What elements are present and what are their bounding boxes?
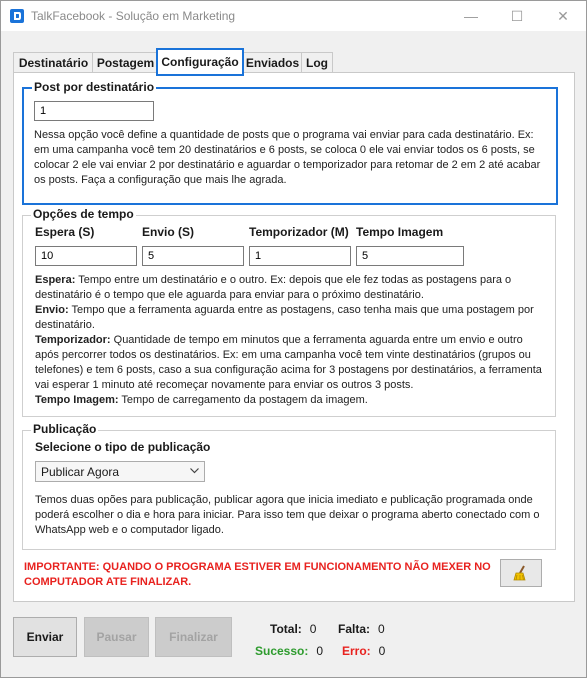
post-per-recipient-group: [22, 80, 558, 205]
help-envio: Envio: Tempo que a ferramenta aguarda entre as postagens, caso tenha mais que uma postagem por destinatário.: [35, 304, 534, 331]
tab-enviados[interactable]: Enviados: [242, 52, 303, 73]
publication-title: Publicação: [33, 422, 97, 436]
publication-description: Temos duas opões para publicação, publicar agora que inicia imediato e publicação programada onde poderá escolher o dia e hora para iniciar. Para isso tem que deixar o programa aberto conectado com o WhatsApp web e o computador ligado.: [35, 494, 540, 536]
publication-type-label: Selecione o tipo de publicação: [35, 440, 211, 454]
tab-log[interactable]: Log: [301, 52, 333, 73]
envio-input[interactable]: [142, 246, 244, 266]
espera-label: Espera (S): [35, 225, 95, 239]
close-button[interactable]: ✕: [557, 7, 569, 24]
total-stat: Total: 0: [270, 622, 317, 636]
clean-button[interactable]: [500, 559, 542, 587]
publication-type-value: Publicar Agora: [41, 465, 120, 479]
chevron-down-icon: [190, 468, 199, 474]
erro-stat: Erro: 0: [342, 644, 386, 658]
post-per-recipient-title: Post por destinatário: [34, 80, 155, 94]
sucesso-stat: Sucesso: 0: [255, 644, 324, 658]
temporizador-label: Temporizador (M): [249, 225, 349, 239]
espera-input[interactable]: [35, 246, 137, 266]
post-per-recipient-description: Nessa opção você define a quantidade de posts que o programa vai enviar para cada destinatário. Ex: em uma campanha você tem 20 destinatários e 6 posts, se coloca 0 ele vai enviar todos os 6 posts, se colocar 2 ele vai enviar 2 por destinatário e aguardar o temporizador para retomar de 2 em 2 até acabar os posts. Faça a configuração que mais lhe agrada.: [34, 129, 541, 186]
help-tempo-imagem: Tempo Imagem: Tempo de carregamento da postagem da imagem.: [35, 394, 368, 406]
tempo-imagem-label: Tempo Imagem: [356, 225, 444, 239]
send-button[interactable]: Enviar: [13, 617, 77, 657]
maximize-button[interactable]: ☐: [510, 7, 524, 24]
broom-icon: [512, 564, 530, 582]
post-per-recipient-input[interactable]: [34, 101, 154, 121]
configuration-panel: [13, 72, 575, 602]
pause-button[interactable]: Pausar: [84, 617, 149, 657]
envio-label: Envio (S): [142, 225, 195, 239]
falta-stat: Falta: 0: [338, 622, 385, 636]
falta-value: 0: [378, 622, 385, 636]
help-espera: Espera: Tempo entre um destinatário e o outro. Ex: depois que ele fez todas as postagens para o destinatário é o tempo que ele aguarda para enviar para o próximo destinatário.: [35, 274, 512, 301]
help-temporizador: Temporizador: Quantidade de tempo em minutos que a ferramenta aguarda entre um envio e outro após percorrer todos os destinatários. Ex: em uma campanha você tem vinte destinatários (grupos ou telefones) e tem 6 posts, caso a sua configuração acima for 3 postagens por destinatários, a ferramenta vai esperar 1 minuto até recomeçar novamente para enviar os outros 3 posts.: [35, 334, 542, 391]
publication-type-select[interactable]: [35, 461, 205, 482]
erro-value: 0: [378, 644, 386, 658]
tab-destinatario[interactable]: Destinatário: [13, 52, 94, 73]
total-value: 0: [309, 622, 317, 636]
temporizador-input[interactable]: [249, 246, 351, 266]
tab-configuracao[interactable]: Configuração: [156, 48, 244, 76]
publication-group: [22, 422, 556, 550]
time-options-title: Opções de tempo: [33, 207, 134, 221]
tab-postagem[interactable]: Postagem: [92, 52, 159, 73]
title-bar: [1, 1, 586, 31]
warning-text: IMPORTANTE: QUANDO O PROGRAMA ESTIVER EM FUNCIONAMENTO NÃO MEXER NO COMPUTADOR ATE FINALIZAR.: [24, 561, 491, 588]
finish-button[interactable]: Finalizar: [155, 617, 232, 657]
app-logo-icon: [10, 9, 24, 23]
time-options-help: [35, 273, 545, 408]
minimize-button[interactable]: —: [464, 8, 478, 24]
time-options-group: [22, 207, 556, 417]
sucesso-value: 0: [316, 644, 324, 658]
tempo-imagem-input[interactable]: [356, 246, 464, 266]
window-title: TalkFacebook - Solução em Marketing: [31, 9, 236, 23]
